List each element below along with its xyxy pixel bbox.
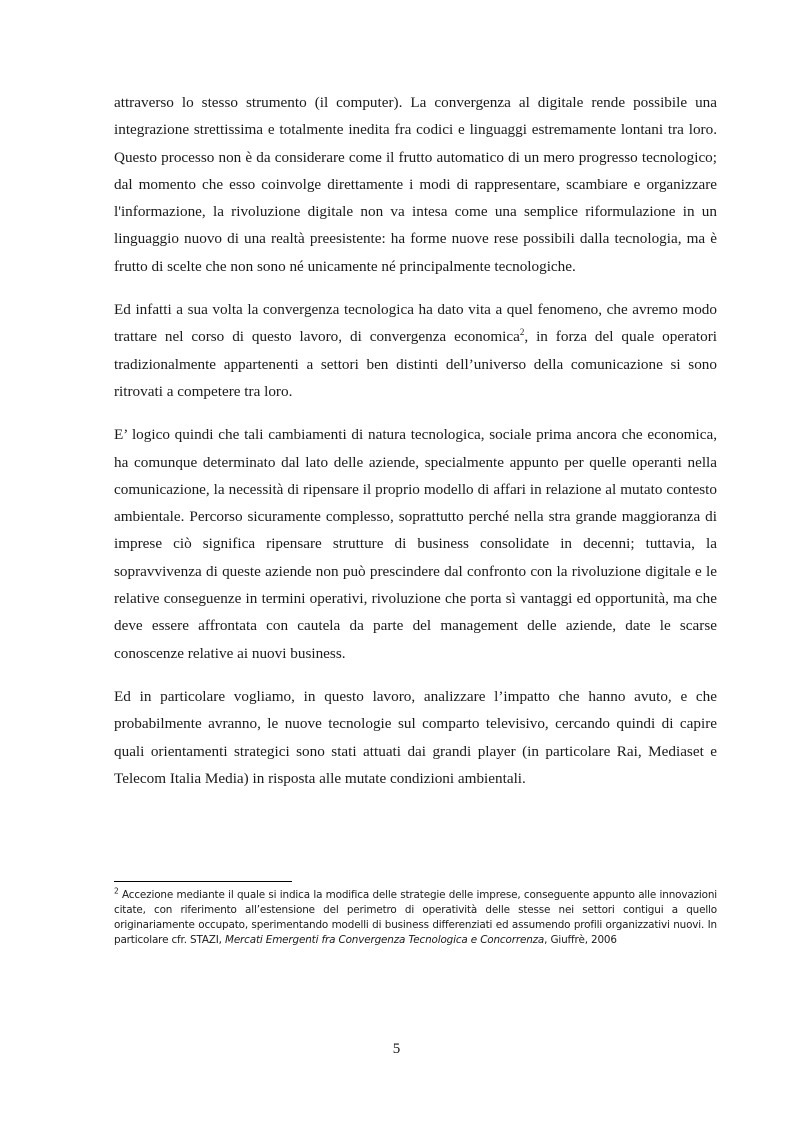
footnote-text: Accezione mediante il quale si indica la modifica delle strategie delle imprese, conseguente appunto alle innovazioni citate, con riferimento all’estensione del perimetro di operatività delle stesse nei settori contigui a quello originariamente occupato, sperimentando modelli di business differenziati ed assumendo profili organizzativi nuovi. In particolare cfr. STAZI,	[114, 889, 717, 946]
footnote-separator	[114, 881, 292, 882]
footnote-publisher: , Giuffrè, 2006	[544, 933, 617, 946]
footnote-mark: 2	[114, 886, 119, 896]
footnote-cited-title: Mercati Emergenti fra Convergenza Tecnologica e Concorrenza	[225, 933, 545, 946]
footnote	[114, 888, 717, 948]
paragraph-4: Ed in particolare vogliamo, in questo lavoro, analizzare l’impatto che hanno avuto, e che probabilmente avranno, le nuove tecnologie sul comparto televisivo, cercando quindi di capire quali orientamenti strategici sono stati attuati dai grandi player (in particolare Rai, Mediaset e Telecom Italia Media) in risposta alle mutate condizioni ambientali.	[114, 687, 717, 787]
paragraph-2-text-before: Ed infatti a sua volta la convergenza tecnologica ha dato vita a quel fenomeno, che avremo modo trattare nel corso di questo lavoro, di convergenza economica	[114, 301, 717, 346]
paragraph-1: attraverso lo stesso strumento (il computer). La convergenza al digitale rende possibile una integrazione strettissima e totalmente inedita fra codici e linguaggi estremamente lontani tra loro. Questo processo non è da considerare come il frutto automatico di un mero progresso tecnologico; dal momento che esso coinvolge direttamente i modi di rappresentare, scambiare e organizzare l'informazione, la rivoluzione digitale non va intesa come una semplice riformulazione in un linguaggio nuovo di una realtà preesistente: ha forme nuove rese possibili dalla tecnologia, ma è frutto di scelte che non sono né unicamente né principalmente tecnologiche.	[114, 94, 717, 275]
paragraph-3: E’ logico quindi che tali cambiamenti di natura tecnologica, sociale prima ancora che economica, ha comunque determinato dal lato delle aziende, specialmente appunto per quelle operanti nella comunicazione, la necessità di ripensare il proprio modello di affari in relazione al mutato contesto ambientale. Percorso sicuramente complesso, soprattutto perché nella stra grande maggioranza di imprese ciò significa ripensare strutture di business consolidate in decenni; tuttavia, la sopravvivenza di queste aziende non può prescindere dal confronto con la rivoluzione digitale e le relative conseguenze in termini operativi, rivoluzione che porta sì vantaggi ed opportunità, ma che deve essere affrontata con cautela da parte del management delle aziende, date le scarse conoscenze relative ai nuovi business.	[114, 426, 717, 662]
footnote-reference[interactable]: 2	[519, 327, 525, 338]
page-body	[114, 89, 717, 808]
paragraph-2-text-after: , in forza del quale operatori tradizionalmente appartenenti a settori ben distinti dell’universo della comunicazione si sono ritrovati a competere tra loro.	[114, 328, 718, 400]
paragraph-2	[114, 296, 717, 405]
page-number: 5	[392, 1041, 401, 1057]
